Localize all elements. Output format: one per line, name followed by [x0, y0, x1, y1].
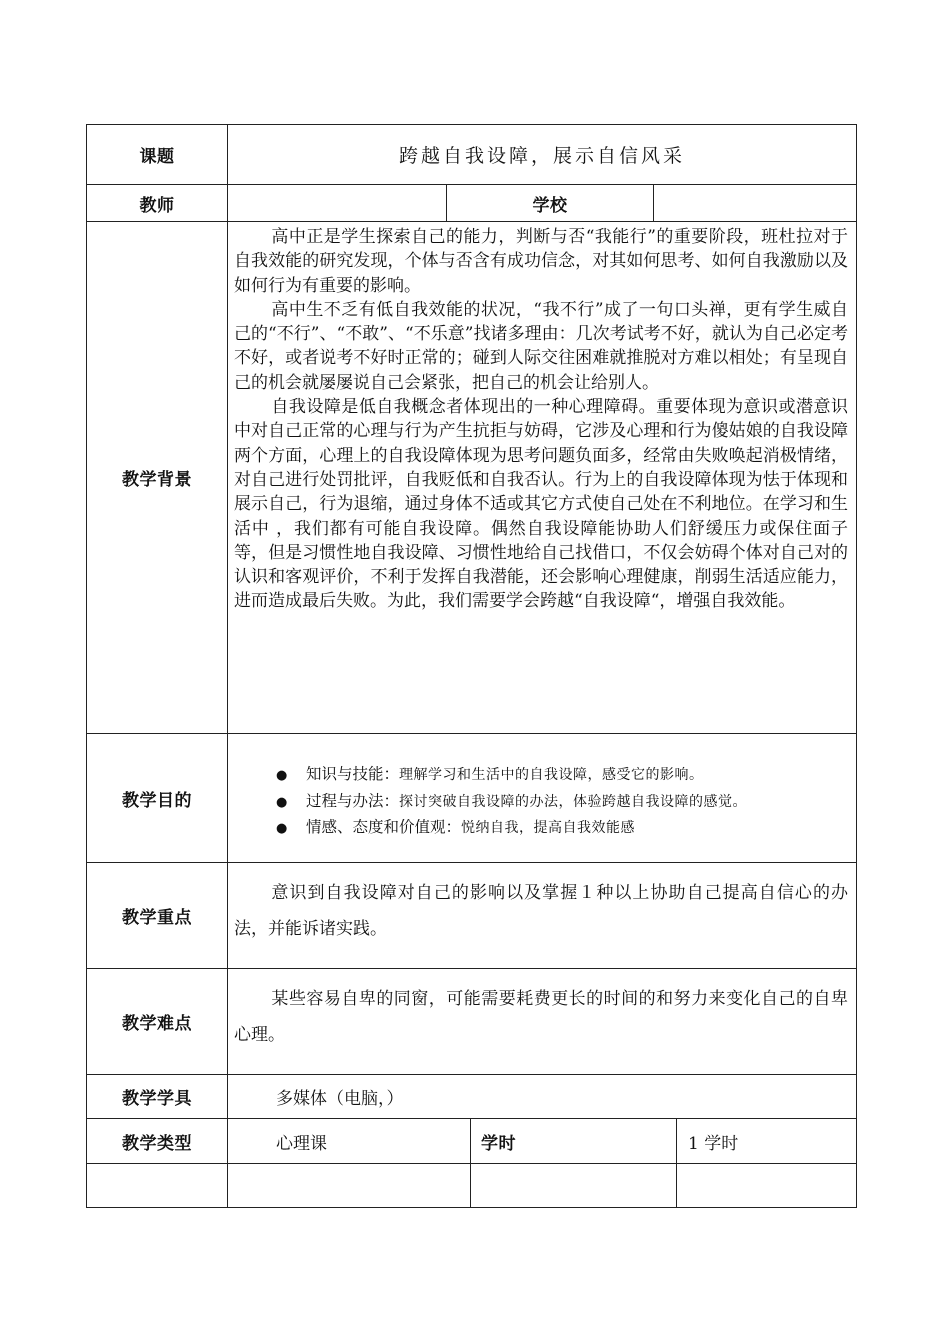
type-value: 心理课	[276, 1133, 327, 1154]
grid-line	[470, 1118, 471, 1208]
bullet-icon: ●	[276, 821, 288, 836]
key-points-label: 教学重点	[122, 908, 192, 928]
objective-item	[276, 762, 856, 789]
lesson-title: 跨越自我设障，展示自信风采	[398, 145, 685, 167]
objective-heading: 知识与技能：	[306, 765, 400, 783]
grid-line	[856, 124, 857, 1208]
grid-line	[86, 1163, 857, 1164]
school-value	[654, 185, 856, 221]
title-label: 课题	[139, 147, 175, 167]
bullet-icon: ●	[276, 794, 288, 810]
tools-label: 教学学具	[122, 1089, 192, 1109]
key-points-text: 意识到自我设障对自己的影响以及掌握１种以上协助自己提高自信心的办法，并能诉诸实践。	[234, 883, 848, 939]
background-label: 教学背景	[122, 470, 192, 490]
objectives-list-cell	[228, 734, 856, 862]
difficulties-label: 教学难点	[122, 1014, 192, 1034]
objective-description: 悦纳自我，提高自我效能感	[461, 820, 636, 836]
grid-line	[227, 124, 228, 1208]
background-paragraph: 高中生不乏有低自我效能的状况，“我不行”成了一句口头禅，更有学生威自己的“不行”、“不敢”、“不乐意”找诸多理由：几次考试考不好，就认为自己必定考不好，或者说考不好时正常的；碰到人际交往困难就推脱对方难以相处；有呈现自己的机会就屡屡说自己会紧张，把自己的机会让给别人。	[234, 299, 848, 393]
type-label: 教学类型	[122, 1133, 192, 1154]
hours-label: 学时	[481, 1133, 516, 1154]
grid-line	[676, 1118, 677, 1208]
objective-heading: 过程与办法：	[306, 791, 400, 810]
objective-heading: 情感、态度和价值观：	[306, 818, 462, 836]
background-text	[234, 225, 848, 730]
objective-item	[276, 815, 856, 842]
objective-description: 探讨突破自我设障的办法，体验跨越自我设障的感觉。	[399, 793, 748, 810]
objectives-label: 教学目的	[122, 790, 192, 811]
teacher-label: 教师	[139, 195, 175, 216]
bullet-icon: ●	[276, 768, 288, 783]
tools-value: 多媒体（电脑，）	[276, 1089, 404, 1109]
grid-line	[86, 1207, 857, 1208]
objectives-list	[276, 762, 856, 842]
background-paragraph: 自我设障是低自我概念者体现出的一种心理障碍。重要体现为意识或潜意识中对自己正常的心理与行为产生抗拒与妨碍，它涉及心理和行为傻姑娘的自我设障两个方面，心理上的自我设障体现为思考问题负面多，经常由失败唤起消极情绪，对自己进行处罚批评，自我贬低和自我否认。行为上的自我设障体现为怯于体现和展示自己，行为退缩，通过身体不适或其它方式使自己处在不利地位。在学习和生活中 ，我们都有可能自我设障。偶然自我设障能协助人们舒缓压力或保住面子等，但是习惯性地自我设障、习惯性地给自己找借口，不仅会妨碍个体对自己对的认识和客观评价，不利于发挥自我潜能，还会影响心理健康，削弱生活适应能力，进而造成最后失败。为此，我们需要学会跨越“自我设障“，增强自我效能。	[234, 397, 848, 612]
difficulties-text: 某些容易自卑的同窗，可能需要耗费更长的时间的和努力来变化自己的自卑心理。	[234, 989, 848, 1045]
background-paragraph: 高中正是学生探索自己的能力，判断与否“我能行”的重要阶段，班杜拉对于自我效能的研究发现，个体与否含有成功信念，对其如何思考、如何自我激励以及如何行为有重要的影响。	[234, 227, 848, 296]
objective-item	[276, 789, 856, 816]
teacher-value	[228, 185, 446, 221]
hours-value: 1 学时	[688, 1133, 739, 1154]
objective-description: 理解学习和生活中的自我设障，感受它的影响。	[399, 767, 704, 783]
school-label: 学校	[532, 195, 568, 216]
